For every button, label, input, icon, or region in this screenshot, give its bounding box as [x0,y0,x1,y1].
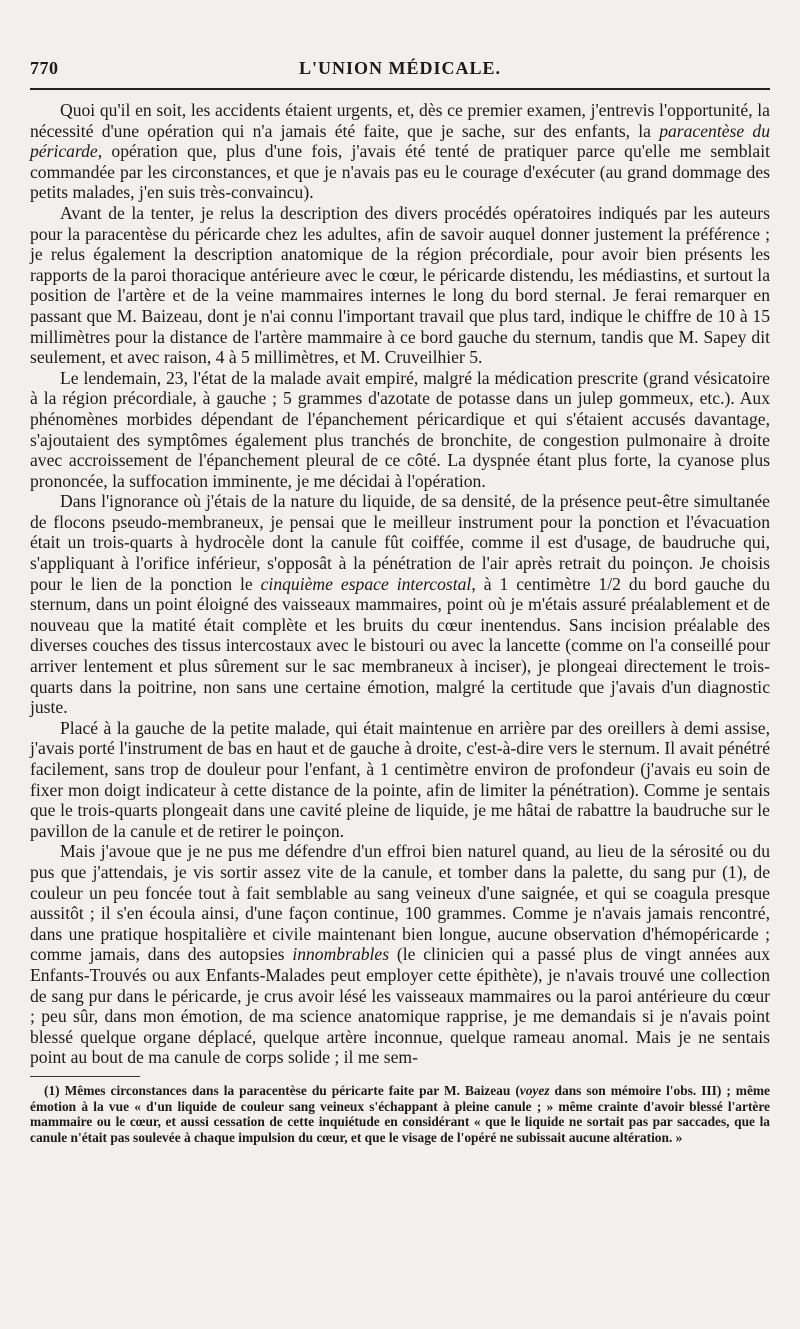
footnote-segment: dans son mémoire l'obs. III) ; même émotion à la vue « d'un liquide de couleur sang veineux s'échappant à pleine canule ; » même crainte d'avoir blessé l'artère mammaire ou le cœur, et aussi cessation de cette inquiétude en considérant « que le liquide ne sortait pas par saccades, que la canule n'était pas soulevée à chaque impulsion du cœur, et que le visage de l'opéré ne subissait aucune altération. » [30,1082,770,1145]
italic-term: paracentèse du péricarde [30,120,770,162]
footnote-rule [30,1076,140,1077]
italic-term: innombrables [292,944,390,965]
header-rule [30,88,770,90]
page-header [30,58,770,82]
paragraph-text: Placé à la gauche de la petite malade, qui était maintenue en arrière par des oreillers à demi assise, j'avais porté l'instrument de bas en haut et de gauche à droite, c'est-à-dire vers le sternum. Il avait pénétré facilement, sans trop de douleur pour l'enfant, à 1 centimètre environ de profondeur (j'avais eu soin de fixer mon doigt indicateur à cette distance de la pointe, afin de limiter la pénétration). Comme je sentais que le trois-quarts plongeait dans une cavité pleine de liquide, je me hâtai de rabattre la baudruche sur le pavillon de la canule et de retirer le poinçon. [30,717,770,841]
paragraph [30,841,770,1068]
page-number: 770 [30,58,59,78]
footnote [30,1083,770,1145]
paragraph [30,491,770,718]
paragraph-text: , à 1 centimètre 1/2 du bord gauche du sternum, dans un point éloigné des vaisseaux mammaires, point où je m'étais assuré préalablement et de nouveau que la matité était complète et les bruits du cœur inentendus. Sans incision préalable des diverses couches des tissus intercostaux avec le bistouri ou avec la lancette (comme on l'a conseillé pour arriver lentement et plus sûrement sur le sac membraneux à inciser), je plongeai directement le trois-quarts dans la poitrine, non sans une certaine émotion, malgré la certitude que j'avais d'un diagnostic juste. [30,573,770,718]
paragraph-text: Dans l'ignorance où j'étais de la nature du liquide, de sa densité, de la présence peut-être simultanée de flocons pseudo-membraneux, je pensai que le meilleur instrument pour la ponction et l'évacuation était un trois-quarts à hydrocèle dont la canule fût coiffée, comme il est d'usage, de baudruche qui, s'appliquant à l'orifice inférieur, s'opposât à la pénétration de l'air après retrait du poinçon. Je choisis pour le lien de la ponction le [30,491,770,594]
paragraph [30,203,770,368]
paragraph [30,368,770,492]
paragraph-text: Le lendemain, 23, l'état de la malade avait empiré, malgré la médication prescrite (grand vésicatoire à la région précordiale, à gauche ; 5 grammes d'azotate de potasse dans un julep gommeux, etc.). Aux phénomènes morbides dépendant de l'épanchement péricardique et qui s'étaient accusés davantage, s'ajoutaient des symptômes également plus tranchés de bronchite, de congestion pulmonaire à droite avec accroissement de l'épanchement pleural de ce côté. La dyspnée étant plus forte, la cyanose plus prononcée, la suffocation imminente, je me décidai à l'opération. [30,367,770,491]
running-title: L'UNION MÉDICALE. [298,58,502,78]
footnote-segment: (1) Mêmes circonstances dans la paracentèse du péricarte faite par M. Baizeau ( [44,1082,520,1098]
paragraph-text: Quoi qu'il en soit, les accidents étaient urgents, et, dès ce premier examen, j'entrevis l'opportunité, la nécessité d'une opération qui n'a jamais été faite, que je sache, sur des enfants, la [30,100,770,141]
footnote-italic: voyez [519,1082,550,1098]
paragraph-text: (le clinicien qui a passé plus de vingt années aux Enfants-Trouvés ou aux Enfants-Malades peut employer cette épithète), je n'avais trouvé une collection de sang pur dans le péricarde, je crus avoir lésé les vaisseaux mammaires ou la paroi antérieure du cœur ; peu sûr, dans mon émotion, de ma science anatomique rapprise, je me demandais si je n'avais point blessé quelque organe déplacé, quelque artère inconnue, quelque rameau anomal. Mais je ne sentais point au bout de ma canule de corps solide ; il me sem- [30,944,770,1068]
body-text [30,100,770,1068]
paragraph-text: , opération que, plus d'une fois, j'avais été tenté de pratiquer parce qu'elle me semblait commandée par les circonstances, et que je n'avais pas eu le courage d'exécuter (au grand dommage des petits malades, j'en suis très-convaincu). [30,141,770,203]
paragraph-text: Avant de la tenter, je relus la description des divers procédés opératoires indiqués par les auteurs pour la paracentèse du péricarde chez les adultes, afin de savoir auquel donner justement la préférence ; je relus également la description anatomique de la région précordiale, pour avoir bien présents les rapports de la paroi thoracique antérieure avec le cœur, le péricarde distendu, les médiastins, et surtout la position de l'artère et de la veine mammaires internes le long du bord sternal. Je ferai remarquer en passant que M. Baizeau, dont je n'ai connu l'important travail que plus tard, indique le chiffre de 10 à 15 millimètres pour la distance de l'artère mammaire à ce bord gauche du sternum, tandis que M. Sapey dit seulement, et avec raison, 4 à 5 millimètres, et M. Cruveilhier 5. [30,202,770,368]
italic-term: cinquième espace intercostal [260,573,472,594]
footnote-text [30,1083,770,1145]
paragraph [30,718,770,842]
paragraph [30,100,770,203]
paragraph-text: Mais j'avoue que je ne pus me défendre d'un effroi bien naturel quand, au lieu de la sérosité ou du pus que j'attendais, je vis sortir assez vite de la canule, et tomber dans la palette, du sang pur (1), de couleur un peu foncée tout à fait semblable au sang veineux d'une saignée, et qui se coagula presque aussitôt ; il s'en écoula ainsi, d'une façon continue, 100 grammes. Comme je n'avais jamais rencontré, dans une pratique hospitalière et civile maintenant bien longue, aucune observation d'hémopéricarde ; comme jamais, dans des autopsies [30,841,770,965]
